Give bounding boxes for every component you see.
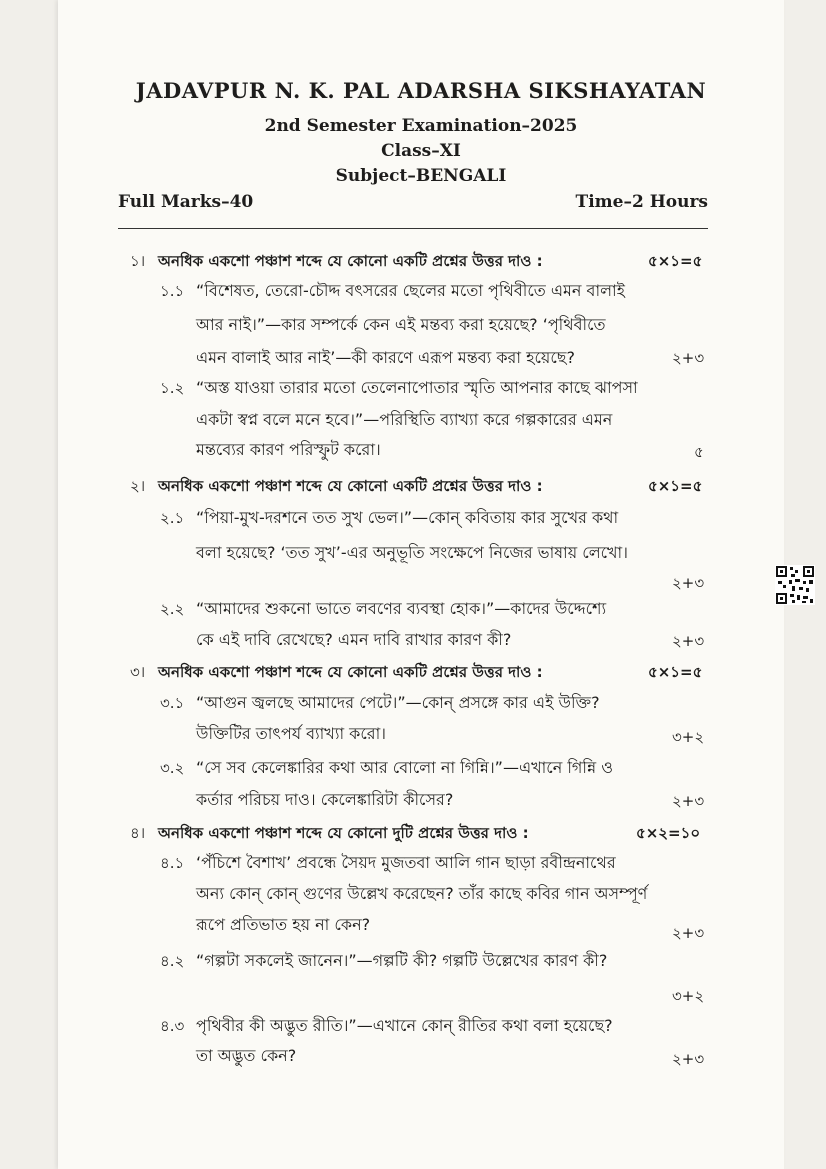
question-text-line: কে এই দাবি রেখেছে? এমন দাবি রাখার কারণ কী? — [196, 630, 512, 649]
exam-title: 2nd Semester Examination–2025 — [264, 116, 578, 136]
question-marks: ২+৩ — [672, 792, 705, 810]
subject-label: Subject–BENGALI — [335, 166, 507, 186]
question-text-line: “আমাদের শুকনো ভাতে লবণের ব্যবস্থা হোক।”—কাদের উদ্দেশ্যে — [196, 599, 607, 618]
question-text-line: “পিয়া-মুখ-দরশনে তত সুখ ভেল।”—কোন্ কবিতায় কার সুখের কথা — [196, 508, 619, 527]
question-marks: ২+৩ — [672, 632, 705, 650]
section-number: ১। — [130, 252, 146, 270]
question-text-line: মন্তব্যের কারণ পরিস্ফুট করো। — [196, 440, 381, 459]
qr-code-icon — [775, 565, 815, 605]
question-text-line: রূপে প্রতিভাত হয় না কেন? — [196, 915, 371, 934]
question-number: ৪.৩ — [160, 1017, 185, 1035]
question-text-line: পৃথিবীর কী অদ্ভুত রীতি।”—এখানে কোন্ রীতির কথা বলা হয়েছে? — [196, 1016, 613, 1035]
question-number: ৪.১ — [160, 854, 185, 872]
question-marks: ৫ — [694, 443, 704, 461]
question-text-line: “অস্ত যাওয়া তারার মতো তেলেনাপোতার স্মৃতি আপনার কাছে ঝাপসা — [196, 378, 638, 397]
question-text-line: “সে সব কেলেঙ্কারির কথা আর বোলো না গিন্নি।”—এখানে গিন্নি ও — [196, 758, 613, 777]
question-text-line: “গল্পটা সকলেই জানেন।”—গল্পটি কী? গল্পটি উল্লেখের কারণ কী? — [196, 951, 608, 970]
question-text-line: উক্তিটির তাৎপর্য ব্যাখ্যা করো। — [196, 724, 386, 743]
class-label: Class–XI — [381, 141, 461, 161]
question-text-line: “আগুন জ্বলছে আমাদের পেটে।”—কোন্ প্রসঙ্গে কার এই উক্তি? — [196, 693, 600, 712]
question-number: ৩.১ — [160, 694, 185, 712]
school-name: JADAVPUR N. K. PAL ADARSHA SIKSHAYATAN — [135, 78, 707, 103]
section-marks: ৫×২=১০ — [636, 824, 701, 842]
section-instruction: অনধিক একশো পঞ্চাশ শব্দে যে কোনো দুটি প্রশ্নের উত্তর দাও : — [158, 824, 529, 842]
question-number: ৪.২ — [160, 952, 185, 970]
question-number: ১.২ — [160, 379, 185, 397]
question-marks: ২+৩ — [672, 349, 705, 367]
question-text-line: “বিশেষত, তেরো-চৌদ্দ বৎসরের ছেলের মতো পৃথিবীতে এমন বালাই — [196, 281, 625, 300]
header-divider — [118, 228, 708, 229]
question-number: ২.১ — [160, 509, 185, 527]
section-instruction: অনধিক একশো পঞ্চাশ শব্দে যে কোনো একটি প্রশ্নের উত্তর দাও : — [158, 252, 543, 270]
question-marks: ২+৩ — [672, 924, 705, 942]
section-marks: ৫×১=৫ — [648, 477, 703, 495]
section-marks: ৫×১=৫ — [648, 252, 703, 270]
question-text-line: ‘পঁচিশে বৈশাখ’ প্রবন্ধে সৈয়দ মুজতবা আলি গান ছাড়া রবীন্দ্রনাথের — [196, 853, 616, 872]
section-number: ৩। — [130, 663, 146, 681]
question-text-line: অন্য কোন্ কোন্ গুণের উল্লেখ করেছেন? তাঁর কাছে কবির গান অসম্পূর্ণ — [196, 884, 648, 903]
question-marks: ২+৩ — [672, 1050, 705, 1068]
question-number: ৩.২ — [160, 759, 185, 777]
question-text-line: তা অদ্ভুত কেন? — [196, 1046, 297, 1065]
section-number: ৪। — [130, 824, 146, 842]
section-number: ২। — [130, 477, 146, 495]
section-marks: ৫×১=৫ — [648, 663, 703, 681]
question-number: ১.১ — [160, 282, 185, 300]
question-marks: ৩+২ — [672, 728, 705, 746]
question-text-line: কর্তার পরিচয় দাও। কেলেঙ্কারিটা কীসের? — [196, 790, 454, 809]
question-text-line: এমন বালাই আর নাই’—কী কারণে এরূপ মন্তব্য করা হয়েছে? — [196, 348, 575, 367]
question-text-line: বলা হয়েছে? ‘তত সুখ’-এর অনুভূতি সংক্ষেপে নিজের ভাষায় লেখো। — [196, 543, 628, 562]
question-marks: ৩+২ — [672, 987, 705, 1005]
section-instruction: অনধিক একশো পঞ্চাশ শব্দে যে কোনো একটি প্রশ্নের উত্তর দাও : — [158, 477, 543, 495]
section-instruction: অনধিক একশো পঞ্চাশ শব্দে যে কোনো একটি প্রশ্নের উত্তর দাও : — [158, 663, 543, 681]
question-text-line: একটা স্বপ্ন বলে মনে হবে।”—পরিস্থিতি ব্যাখ্যা করে গল্পকারের এমন — [196, 410, 613, 429]
question-text-line: আর নাই।”—কার সম্পর্কে কেন এই মন্তব্য করা হয়েছে? ‘পৃথিবীতে — [196, 315, 606, 334]
full-marks: Full Marks–40 — [118, 192, 254, 212]
question-marks: ২+৩ — [672, 574, 705, 592]
question-number: ২.২ — [160, 600, 185, 618]
time-allowed: Time–2 Hours — [575, 192, 708, 212]
